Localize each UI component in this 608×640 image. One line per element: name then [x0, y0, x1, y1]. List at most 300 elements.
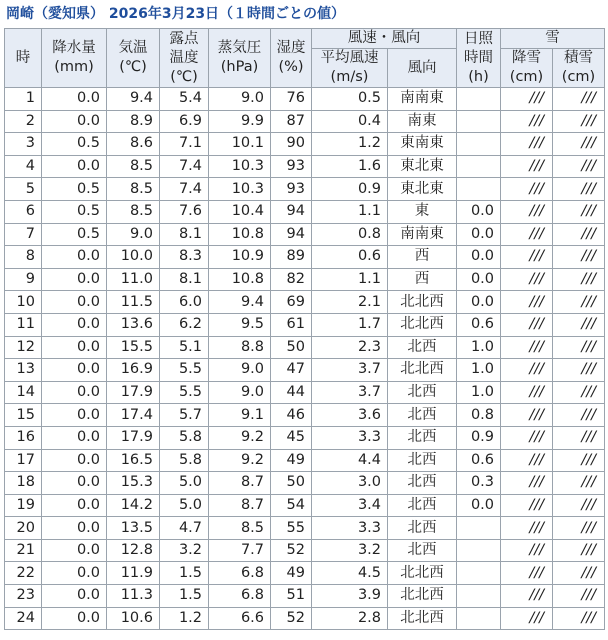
- cell-precipitation: 0.0: [42, 88, 107, 111]
- header-dew: [160, 29, 209, 88]
- cell-humidity: 87: [271, 110, 312, 133]
- cell-snowfall: ///: [501, 88, 553, 111]
- cell-dew-point: 8.3: [160, 246, 209, 269]
- cell-vapor-pressure: 9.4: [209, 291, 271, 314]
- header-sun-label: 日照: [464, 30, 493, 47]
- cell-humidity: 82: [271, 268, 312, 291]
- cell-dew-point: 8.1: [160, 268, 209, 291]
- cell-wind-speed: 4.4: [312, 449, 388, 472]
- cell-vapor-pressure: 9.1: [209, 404, 271, 427]
- table-row: [5, 88, 605, 111]
- cell-humidity: 52: [271, 539, 312, 562]
- cell-vapor-pressure: 8.5: [209, 517, 271, 540]
- cell-vapor-pressure: 10.8: [209, 223, 271, 246]
- cell-wind-speed: 1.1: [312, 200, 388, 223]
- cell-wind-direction: 北西: [388, 426, 457, 449]
- cell-sunshine: [457, 517, 501, 540]
- header-vapor-unit: (hPa): [220, 59, 259, 75]
- cell-hour: 11: [5, 313, 42, 336]
- cell-humidity: 93: [271, 155, 312, 178]
- cell-hour: 2: [5, 110, 42, 133]
- cell-snow-depth: ///: [553, 607, 605, 630]
- cell-wind-speed: 3.7: [312, 359, 388, 382]
- cell-vapor-pressure: 10.4: [209, 200, 271, 223]
- cell-temperature: 8.5: [107, 155, 160, 178]
- header-wind-speed-unit: (m/s): [330, 69, 369, 85]
- cell-sunshine: [457, 607, 501, 630]
- cell-wind-speed: 2.1: [312, 291, 388, 314]
- cell-dew-point: 5.0: [160, 472, 209, 495]
- cell-temperature: 15.3: [107, 472, 160, 495]
- cell-temperature: 16.9: [107, 359, 160, 382]
- cell-precipitation: 0.0: [42, 449, 107, 472]
- cell-dew-point: 4.7: [160, 517, 209, 540]
- cell-wind-speed: 3.9: [312, 585, 388, 608]
- cell-dew-point: 7.4: [160, 178, 209, 201]
- cell-sunshine: 0.0: [457, 268, 501, 291]
- cell-sunshine: 0.0: [457, 494, 501, 517]
- cell-temperature: 10.6: [107, 607, 160, 630]
- header-precip-unit: (mm): [54, 59, 94, 75]
- cell-wind-direction: 北北西: [388, 562, 457, 585]
- cell-hour: 1: [5, 88, 42, 111]
- cell-sunshine: 0.8: [457, 404, 501, 427]
- cell-humidity: 49: [271, 449, 312, 472]
- cell-dew-point: 1.2: [160, 607, 209, 630]
- cell-wind-direction: 西: [388, 268, 457, 291]
- cell-sunshine: [457, 88, 501, 111]
- cell-vapor-pressure: 8.7: [209, 494, 271, 517]
- cell-sunshine: [457, 539, 501, 562]
- cell-humidity: 94: [271, 223, 312, 246]
- cell-vapor-pressure: 10.3: [209, 178, 271, 201]
- header-wind-group: [312, 29, 457, 49]
- header-snowfall-label: 降雪: [512, 50, 541, 66]
- cell-snowfall: ///: [501, 404, 553, 427]
- cell-wind-speed: 3.7: [312, 381, 388, 404]
- cell-hour: 23: [5, 585, 42, 608]
- cell-wind-speed: 0.5: [312, 88, 388, 111]
- cell-wind-speed: 1.7: [312, 313, 388, 336]
- cell-wind-speed: 0.9: [312, 178, 388, 201]
- table-row: [5, 155, 605, 178]
- cell-sunshine: 0.0: [457, 200, 501, 223]
- cell-precipitation: 0.0: [42, 517, 107, 540]
- header-vapor-label: 蒸気圧: [217, 40, 262, 56]
- cell-temperature: 8.9: [107, 110, 160, 133]
- table-row: [5, 268, 605, 291]
- header-snowfall: [501, 49, 553, 88]
- cell-precipitation: 0.5: [42, 223, 107, 246]
- cell-dew-point: 5.0: [160, 494, 209, 517]
- cell-wind-speed: 3.3: [312, 426, 388, 449]
- cell-vapor-pressure: 8.8: [209, 336, 271, 359]
- cell-snow-depth: ///: [553, 200, 605, 223]
- cell-snow-depth: ///: [553, 449, 605, 472]
- table-row: [5, 336, 605, 359]
- cell-wind-speed: 3.6: [312, 404, 388, 427]
- cell-precipitation: 0.0: [42, 404, 107, 427]
- cell-sunshine: 1.0: [457, 359, 501, 382]
- cell-humidity: 50: [271, 336, 312, 359]
- cell-snowfall: ///: [501, 562, 553, 585]
- table-row: [5, 494, 605, 517]
- cell-snow-depth: ///: [553, 336, 605, 359]
- cell-temperature: 8.5: [107, 200, 160, 223]
- cell-precipitation: 0.0: [42, 313, 107, 336]
- header-temp-unit: (℃): [119, 59, 147, 75]
- cell-snow-depth: ///: [553, 539, 605, 562]
- cell-vapor-pressure: 9.9: [209, 110, 271, 133]
- cell-dew-point: 3.2: [160, 539, 209, 562]
- cell-wind-direction: 東北東: [388, 178, 457, 201]
- table-row: [5, 517, 605, 540]
- cell-snowfall: ///: [501, 200, 553, 223]
- table-row: [5, 200, 605, 223]
- cell-wind-speed: 3.3: [312, 517, 388, 540]
- cell-vapor-pressure: 9.0: [209, 359, 271, 382]
- header-snowdepth-label: 積雪: [564, 50, 593, 66]
- cell-snow-depth: ///: [553, 223, 605, 246]
- header-snowdepth: [553, 49, 605, 88]
- cell-sunshine: 0.3: [457, 472, 501, 495]
- cell-precipitation: 0.0: [42, 155, 107, 178]
- cell-hour: 13: [5, 359, 42, 382]
- table-row: [5, 178, 605, 201]
- cell-snow-depth: ///: [553, 88, 605, 111]
- cell-wind-direction: 北西: [388, 404, 457, 427]
- cell-wind-speed: 3.0: [312, 472, 388, 495]
- header-temp-label: 気温: [118, 40, 148, 56]
- cell-vapor-pressure: 6.8: [209, 585, 271, 608]
- cell-wind-direction: 北北西: [388, 291, 457, 314]
- header-dew-unit: (℃): [170, 68, 198, 85]
- cell-wind-speed: 1.2: [312, 133, 388, 156]
- cell-wind-speed: 3.4: [312, 494, 388, 517]
- cell-hour: 9: [5, 268, 42, 291]
- table-row: [5, 472, 605, 495]
- cell-snowfall: ///: [501, 607, 553, 630]
- header-wind-dir-label: 風向: [407, 59, 437, 76]
- cell-sunshine: [457, 562, 501, 585]
- cell-dew-point: 8.1: [160, 223, 209, 246]
- cell-temperature: 17.4: [107, 404, 160, 427]
- cell-dew-point: 5.1: [160, 336, 209, 359]
- cell-temperature: 15.5: [107, 336, 160, 359]
- cell-vapor-pressure: 9.0: [209, 88, 271, 111]
- cell-vapor-pressure: 10.3: [209, 155, 271, 178]
- cell-hour: 17: [5, 449, 42, 472]
- cell-sunshine: 1.0: [457, 381, 501, 404]
- header-snow-group-label: 雪: [545, 30, 560, 46]
- cell-hour: 4: [5, 155, 42, 178]
- page-title: 岡崎（愛知県） 2026年3月23日（１時間ごとの値）: [6, 6, 346, 22]
- cell-humidity: 51: [271, 585, 312, 608]
- cell-wind-direction: 北北西: [388, 607, 457, 630]
- header-sun-unit: (h): [468, 68, 489, 85]
- table-row: [5, 313, 605, 336]
- table-row: [5, 381, 605, 404]
- cell-hour: 24: [5, 607, 42, 630]
- cell-wind-direction: 東: [388, 200, 457, 223]
- cell-dew-point: 5.8: [160, 426, 209, 449]
- cell-temperature: 11.9: [107, 562, 160, 585]
- cell-dew-point: 5.5: [160, 359, 209, 382]
- cell-temperature: 14.2: [107, 494, 160, 517]
- cell-temperature: 9.4: [107, 88, 160, 111]
- cell-vapor-pressure: 6.6: [209, 607, 271, 630]
- cell-hour: 20: [5, 517, 42, 540]
- cell-snowfall: ///: [501, 472, 553, 495]
- cell-dew-point: 6.2: [160, 313, 209, 336]
- cell-humidity: 89: [271, 246, 312, 269]
- cell-hour: 3: [5, 133, 42, 156]
- cell-snowfall: ///: [501, 517, 553, 540]
- cell-snow-depth: ///: [553, 178, 605, 201]
- cell-snow-depth: ///: [553, 133, 605, 156]
- cell-precipitation: 0.0: [42, 607, 107, 630]
- cell-dew-point: 6.9: [160, 110, 209, 133]
- header-hour-label: 時: [15, 49, 31, 66]
- cell-sunshine: [457, 585, 501, 608]
- cell-wind-speed: 2.3: [312, 336, 388, 359]
- cell-vapor-pressure: 9.5: [209, 313, 271, 336]
- header-snow-group: [501, 29, 605, 49]
- cell-precipitation: 0.0: [42, 291, 107, 314]
- cell-humidity: 54: [271, 494, 312, 517]
- table-row: [5, 449, 605, 472]
- cell-vapor-pressure: 9.0: [209, 381, 271, 404]
- cell-humidity: 49: [271, 562, 312, 585]
- cell-snowfall: ///: [501, 110, 553, 133]
- cell-snow-depth: ///: [553, 246, 605, 269]
- cell-humidity: 47: [271, 359, 312, 382]
- cell-snowfall: ///: [501, 133, 553, 156]
- cell-sunshine: 0.6: [457, 313, 501, 336]
- cell-snowfall: ///: [501, 585, 553, 608]
- cell-temperature: 12.8: [107, 539, 160, 562]
- cell-snow-depth: ///: [553, 359, 605, 382]
- cell-humidity: 76: [271, 88, 312, 111]
- cell-humidity: 69: [271, 291, 312, 314]
- cell-snow-depth: ///: [553, 313, 605, 336]
- cell-temperature: 11.5: [107, 291, 160, 314]
- cell-wind-direction: 南南東: [388, 223, 457, 246]
- cell-wind-direction: 西: [388, 246, 457, 269]
- cell-wind-direction: 南南東: [388, 88, 457, 111]
- header-humidity-unit: (%): [278, 59, 304, 75]
- cell-wind-direction: 北西: [388, 494, 457, 517]
- cell-hour: 22: [5, 562, 42, 585]
- cell-precipitation: 0.0: [42, 562, 107, 585]
- cell-wind-direction: 南東: [388, 110, 457, 133]
- cell-snow-depth: ///: [553, 381, 605, 404]
- cell-snow-depth: ///: [553, 291, 605, 314]
- cell-wind-direction: 北西: [388, 381, 457, 404]
- cell-snowfall: ///: [501, 449, 553, 472]
- cell-snow-depth: ///: [553, 562, 605, 585]
- cell-vapor-pressure: 10.9: [209, 246, 271, 269]
- cell-precipitation: 0.5: [42, 178, 107, 201]
- cell-snowfall: ///: [501, 268, 553, 291]
- cell-humidity: 94: [271, 200, 312, 223]
- cell-temperature: 13.5: [107, 517, 160, 540]
- header-snowdepth-unit: (cm): [561, 69, 596, 85]
- cell-vapor-pressure: 10.8: [209, 268, 271, 291]
- cell-hour: 15: [5, 404, 42, 427]
- header-wind-dir: [388, 49, 457, 88]
- cell-snowfall: ///: [501, 539, 553, 562]
- cell-vapor-pressure: 8.7: [209, 472, 271, 495]
- cell-precipitation: 0.0: [42, 539, 107, 562]
- header-vapor: [209, 29, 271, 88]
- cell-vapor-pressure: 9.2: [209, 426, 271, 449]
- cell-temperature: 11.0: [107, 268, 160, 291]
- header-hour: [5, 29, 42, 88]
- cell-vapor-pressure: 9.2: [209, 449, 271, 472]
- header-humidity: [271, 29, 312, 88]
- cell-humidity: 55: [271, 517, 312, 540]
- cell-wind-speed: 3.2: [312, 539, 388, 562]
- cell-wind-direction: 北北西: [388, 585, 457, 608]
- cell-dew-point: 5.4: [160, 88, 209, 111]
- cell-sunshine: [457, 133, 501, 156]
- table-row: [5, 110, 605, 133]
- cell-wind-speed: 1.1: [312, 268, 388, 291]
- header-dew-label: 露点: [169, 30, 199, 47]
- table-body: [5, 88, 605, 630]
- cell-sunshine: 0.9: [457, 426, 501, 449]
- cell-humidity: 90: [271, 133, 312, 156]
- table-row: [5, 223, 605, 246]
- cell-precipitation: 0.0: [42, 381, 107, 404]
- cell-precipitation: 0.0: [42, 110, 107, 133]
- cell-snowfall: ///: [501, 426, 553, 449]
- cell-snow-depth: ///: [553, 426, 605, 449]
- cell-sunshine: [457, 155, 501, 178]
- cell-wind-direction: 北西: [388, 449, 457, 472]
- cell-dew-point: 5.5: [160, 381, 209, 404]
- header-snowfall-unit: (cm): [509, 69, 544, 85]
- header-sun: [457, 29, 501, 88]
- cell-precipitation: 0.0: [42, 268, 107, 291]
- cell-humidity: 45: [271, 426, 312, 449]
- cell-sunshine: 0.0: [457, 291, 501, 314]
- cell-snow-depth: ///: [553, 472, 605, 495]
- cell-temperature: 8.5: [107, 178, 160, 201]
- cell-temperature: 17.9: [107, 381, 160, 404]
- cell-snowfall: ///: [501, 291, 553, 314]
- header-humidity-label: 湿度: [276, 40, 306, 56]
- cell-precipitation: 0.0: [42, 336, 107, 359]
- cell-dew-point: 7.4: [160, 155, 209, 178]
- cell-snowfall: ///: [501, 223, 553, 246]
- cell-snow-depth: ///: [553, 585, 605, 608]
- cell-precipitation: 0.0: [42, 472, 107, 495]
- table-row: [5, 539, 605, 562]
- header-temp: [107, 29, 160, 88]
- header-dew-label2: 温度: [169, 49, 199, 66]
- cell-sunshine: 0.0: [457, 246, 501, 269]
- header-sun-label2: 時間: [464, 49, 493, 66]
- cell-snowfall: ///: [501, 381, 553, 404]
- cell-precipitation: 0.0: [42, 246, 107, 269]
- cell-hour: 6: [5, 200, 42, 223]
- cell-sunshine: 0.0: [457, 223, 501, 246]
- cell-precipitation: 0.0: [42, 494, 107, 517]
- cell-hour: 8: [5, 246, 42, 269]
- cell-hour: 19: [5, 494, 42, 517]
- cell-snow-depth: ///: [553, 517, 605, 540]
- cell-temperature: 13.6: [107, 313, 160, 336]
- header-wind-speed-label: 平均風速: [320, 50, 379, 66]
- header-wind-group-label: 風速・風向: [347, 30, 421, 46]
- cell-hour: 16: [5, 426, 42, 449]
- cell-temperature: 17.9: [107, 426, 160, 449]
- table-row: [5, 562, 605, 585]
- cell-wind-speed: 0.4: [312, 110, 388, 133]
- cell-precipitation: 0.0: [42, 359, 107, 382]
- cell-temperature: 11.3: [107, 585, 160, 608]
- cell-vapor-pressure: 6.8: [209, 562, 271, 585]
- cell-temperature: 16.5: [107, 449, 160, 472]
- cell-snowfall: ///: [501, 313, 553, 336]
- cell-dew-point: 7.6: [160, 200, 209, 223]
- cell-vapor-pressure: 10.1: [209, 133, 271, 156]
- cell-hour: 12: [5, 336, 42, 359]
- cell-precipitation: 0.5: [42, 200, 107, 223]
- cell-wind-speed: 0.6: [312, 246, 388, 269]
- cell-sunshine: [457, 178, 501, 201]
- table-row: [5, 404, 605, 427]
- cell-wind-direction: 北西: [388, 336, 457, 359]
- cell-humidity: 46: [271, 404, 312, 427]
- table-row: [5, 291, 605, 314]
- cell-sunshine: [457, 110, 501, 133]
- cell-vapor-pressure: 7.7: [209, 539, 271, 562]
- cell-dew-point: 6.0: [160, 291, 209, 314]
- cell-humidity: 50: [271, 472, 312, 495]
- cell-temperature: 10.0: [107, 246, 160, 269]
- cell-sunshine: 0.6: [457, 449, 501, 472]
- cell-snowfall: ///: [501, 494, 553, 517]
- cell-wind-speed: 4.5: [312, 562, 388, 585]
- cell-temperature: 9.0: [107, 223, 160, 246]
- table-row: [5, 133, 605, 156]
- table-row: [5, 246, 605, 269]
- header-wind-speed: [312, 49, 388, 88]
- table-row: [5, 359, 605, 382]
- cell-humidity: 61: [271, 313, 312, 336]
- cell-snowfall: ///: [501, 336, 553, 359]
- cell-wind-direction: 北北西: [388, 313, 457, 336]
- cell-snowfall: ///: [501, 155, 553, 178]
- cell-precipitation: 0.5: [42, 133, 107, 156]
- table-row: [5, 607, 605, 630]
- cell-hour: 5: [5, 178, 42, 201]
- cell-wind-direction: 北北西: [388, 359, 457, 382]
- cell-snow-depth: ///: [553, 404, 605, 427]
- cell-snow-depth: ///: [553, 155, 605, 178]
- cell-snow-depth: ///: [553, 268, 605, 291]
- cell-humidity: 52: [271, 607, 312, 630]
- cell-precipitation: 0.0: [42, 585, 107, 608]
- cell-dew-point: 1.5: [160, 585, 209, 608]
- cell-dew-point: 7.1: [160, 133, 209, 156]
- cell-snowfall: ///: [501, 178, 553, 201]
- cell-sunshine: 1.0: [457, 336, 501, 359]
- cell-wind-direction: 東南東: [388, 133, 457, 156]
